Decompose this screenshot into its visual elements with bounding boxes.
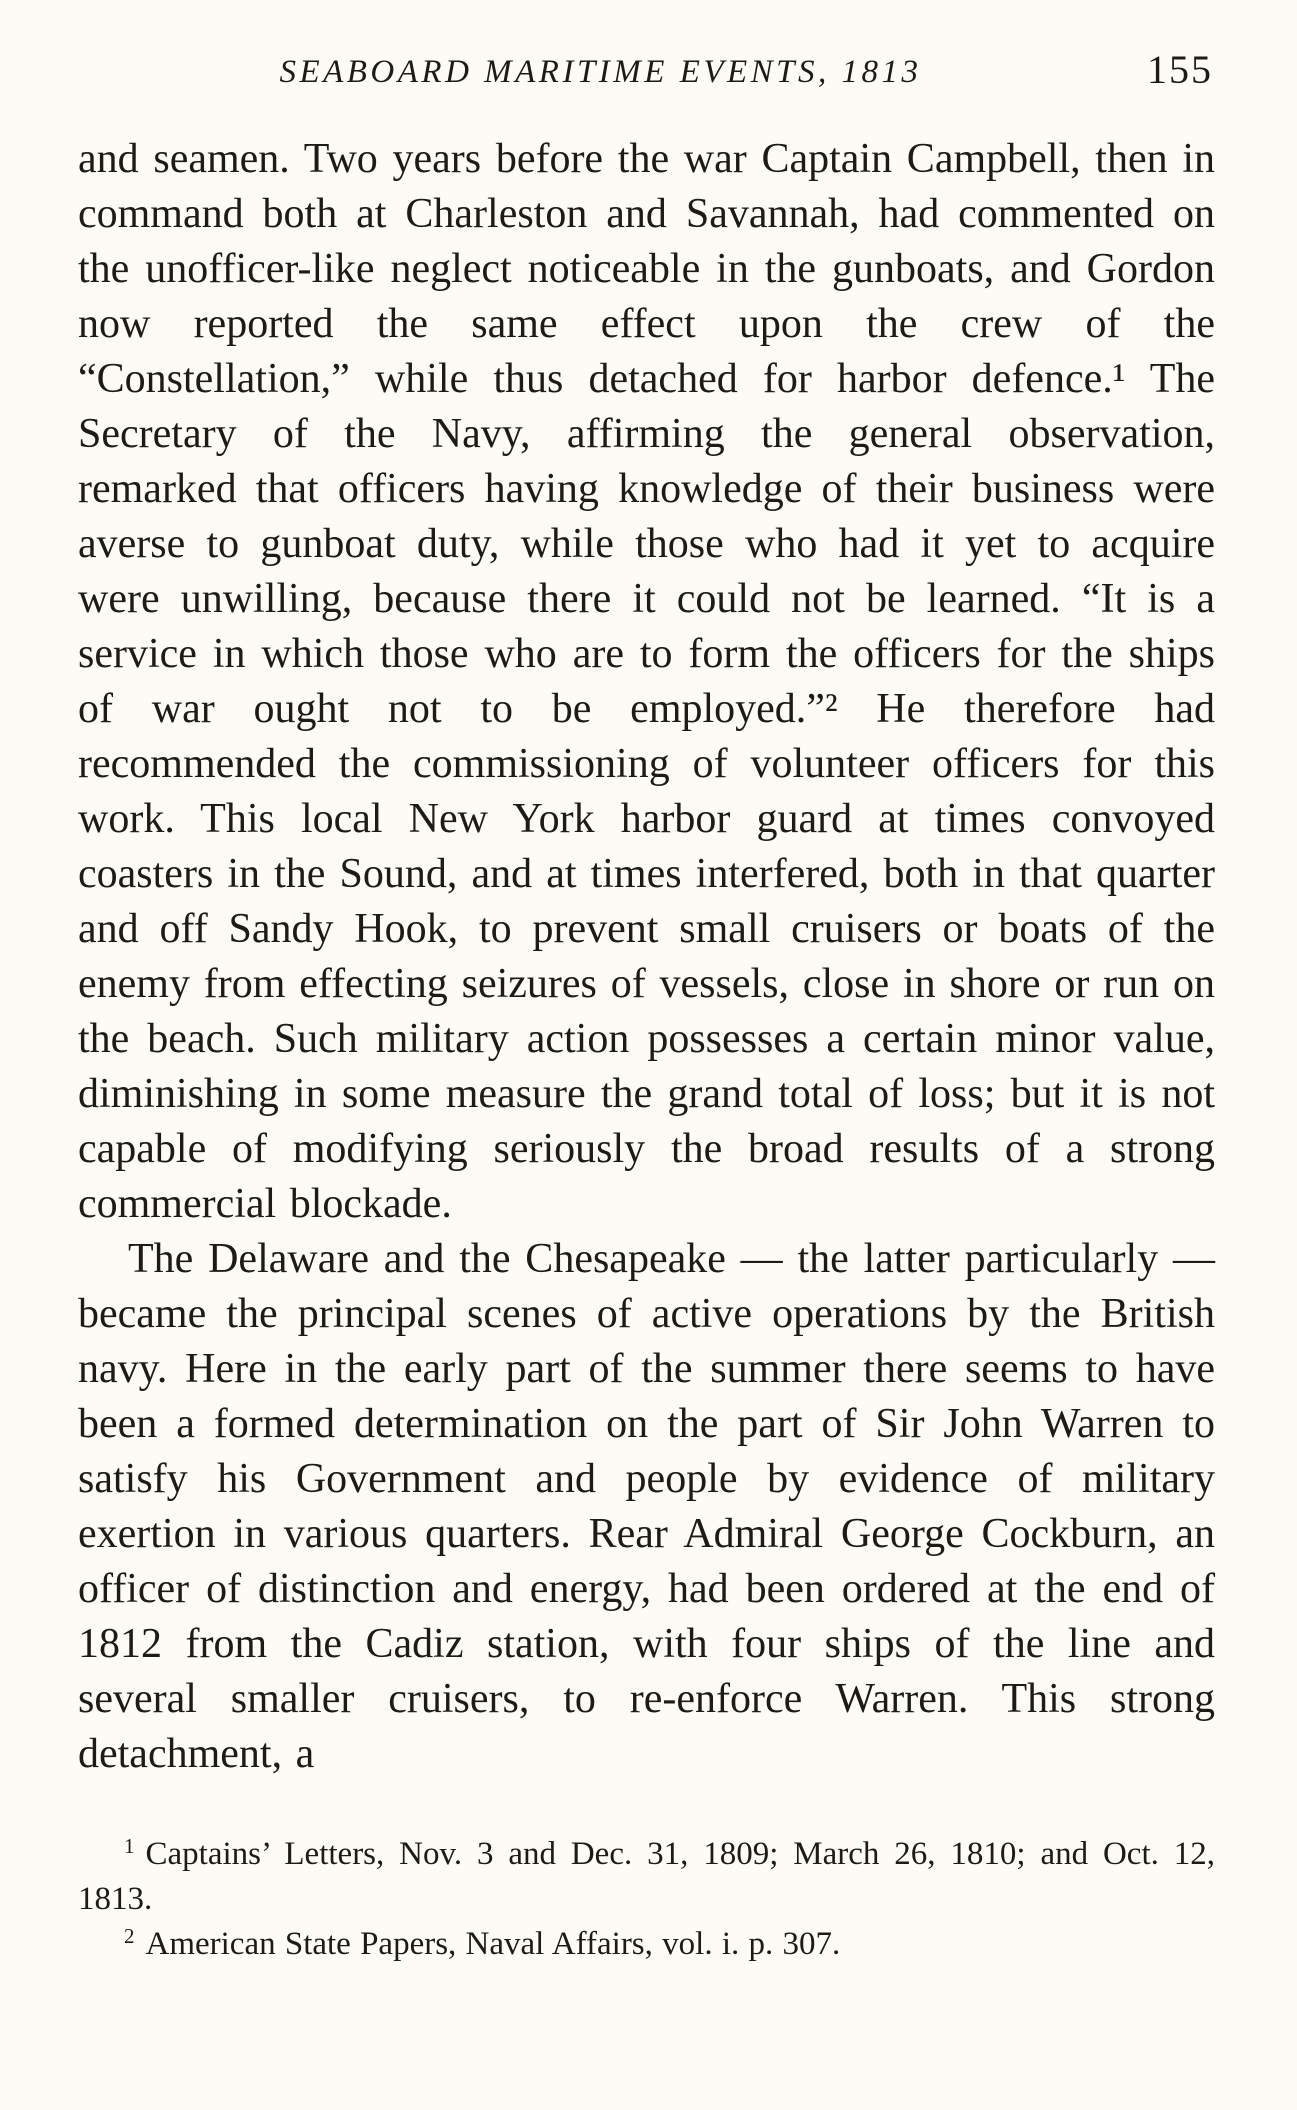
footnote-1-text: Captains’ Letters, Nov. 3 and Dec. 31, 1809; March 26, 1810; and Oct. 12, 1813. (78, 1836, 1215, 1917)
paragraph-delaware-chesapeake: The Delaware and the Chesapeake — the latter particularly — became the principal scenes of active operations by the British navy. Here in the early part of the summer there seems to have been a formed determination on the part of Sir John Warren to satisfy his Government and people by evidence of military exertion in various quarters. Rear Admiral George Cockburn, an officer of distinction and energy, had been ordered at the end of 1812 from the Cadiz station, with four ships of the line and several smaller cruisers, to re-enforce Warren. This strong detachment, a (78, 1236, 1215, 1777)
page-number: 155 (1147, 47, 1213, 92)
running-title: SEABOARD MARITIME EVENTS, 1813 (279, 54, 922, 90)
page-header (78, 46, 1215, 108)
footnotes-section (78, 1832, 1215, 1967)
footnote-2-text: American State Papers, Naval Affairs, vol. i. p. 307. (145, 1926, 841, 1962)
paragraph-continuation: and seamen. Two years before the war Captain Campbell, then in command both at Charleston and Savannah, had commented on the unofficer-like neglect noticeable in the gunboats, and Gordon now reported the same effect upon the crew of the “Constellation,” while thus detached for harbor defence.¹ The Secretary of the Navy, affirming the general observation, remarked that officers having knowledge of their business were averse to gunboat duty, while those who had it yet to acquire were unwilling, because there it could not be learned. “It is a service in which those who are to form the officers for the ships of war ought not to be employed.”² He therefore had recommended the commissioning of volunteer officers for this work. This local New York harbor guard at times convoyed coasters in the Sound, and at times interfered, both in that quarter and off Sandy Hook, to prevent small cruisers or boats of the enemy from effecting seizures of vessels, close in shore or run on the beach. Such military action possesses a certain minor value, diminishing in some measure the grand total of loss; but it is not capable of modifying seriously the broad results of a strong commercial blockade. (78, 136, 1215, 1227)
footnote-2 (78, 1922, 1215, 1967)
footnote-1 (78, 1832, 1215, 1922)
footnote-1-marker: 1 (124, 1834, 135, 1858)
footnote-2-marker: 2 (124, 1924, 135, 1948)
page-body (78, 132, 1215, 1782)
